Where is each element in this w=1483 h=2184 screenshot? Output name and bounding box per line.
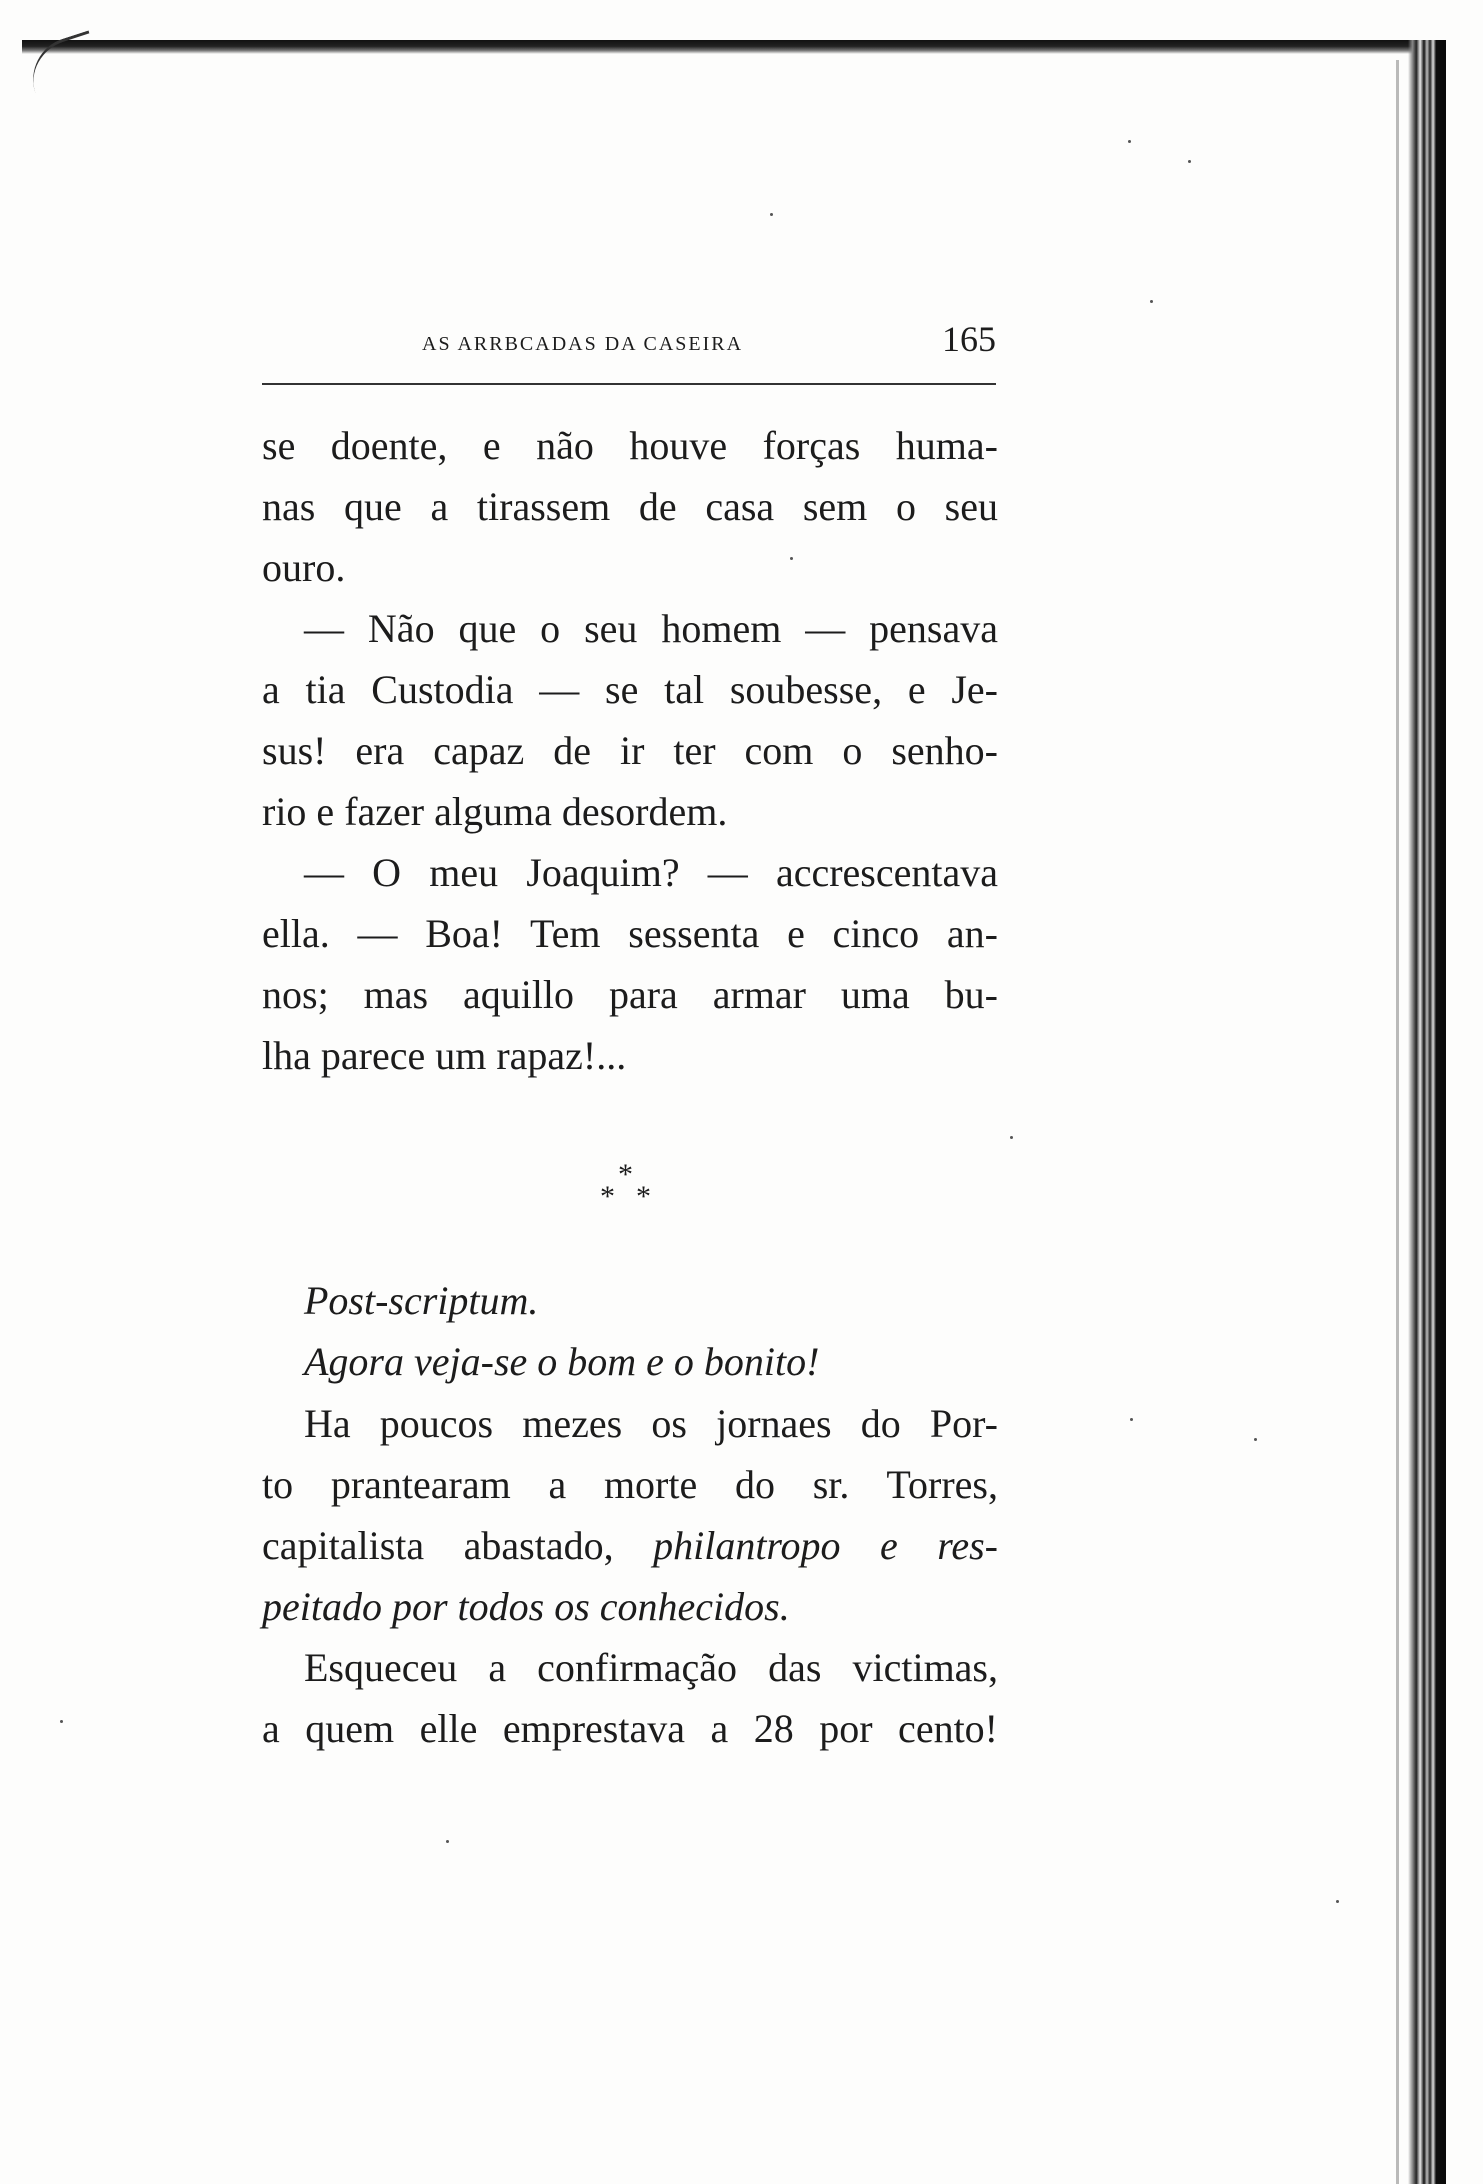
text-line: nos; mas aquillo para armar uma bu-	[262, 972, 998, 1017]
scan-speck	[1254, 1438, 1257, 1441]
running-title: AS ARRBCADAS DA CASEIRA	[422, 333, 744, 355]
postscript	[262, 1270, 998, 1392]
paragraph-5	[262, 1637, 998, 1759]
asterisk: *	[636, 1180, 651, 1213]
text-line: nas que a tirassem de casa sem o seu	[262, 484, 998, 529]
text-line: — Não que o seu homem — pensava	[304, 606, 998, 651]
header-rule	[262, 383, 996, 385]
text-line: — O meu Joaquim? — accrescentava	[304, 850, 998, 895]
text-line: ouro.	[262, 545, 346, 590]
postscript-heading: Post-scriptum.	[304, 1278, 539, 1323]
text-line: Ha poucos mezes os jornaes do Por-	[304, 1401, 998, 1446]
paragraph-3	[262, 842, 998, 1086]
paragraph-4	[262, 1393, 998, 1637]
text-line: sus! era capaz de ir ter com o senho-	[262, 728, 998, 773]
page-top-edge	[22, 40, 1442, 54]
paragraph-2	[262, 598, 998, 842]
scan-speck	[446, 1840, 449, 1843]
scan-speck	[1128, 140, 1131, 143]
scan-speck	[1130, 1418, 1133, 1421]
text-line: lha parece um rapaz!...	[262, 1033, 627, 1078]
text-line: a tia Custodia — se tal soubesse, e Je-	[262, 667, 998, 712]
text-line: se doente, e não houve forças huma-	[262, 423, 998, 468]
text-line: rio e fazer alguma desordem.	[262, 789, 728, 834]
paragraph-1	[262, 415, 998, 598]
text-line: peitado por todos os conhecidos.	[262, 1584, 790, 1629]
text-line: Esqueceu a confirmação das victimas,	[304, 1645, 998, 1690]
text-roman: capitalista abastado,	[262, 1523, 654, 1568]
page-number: 165	[942, 319, 996, 359]
scan-speck	[1336, 1900, 1339, 1903]
text-line: a quem elle emprestava a 28 por cento!	[262, 1706, 998, 1751]
text-line-mixed	[262, 1515, 998, 1576]
page-shadow-line	[1396, 60, 1399, 2184]
asterism-divider	[592, 1160, 672, 1220]
book-spine-edge	[1408, 40, 1446, 2184]
scan-speck	[1150, 300, 1153, 303]
scan-speck	[1188, 160, 1191, 163]
text-line: Agora veja-se o bom e o bonito!	[304, 1339, 820, 1384]
asterisk: *	[618, 1158, 633, 1191]
scan-speck	[790, 557, 793, 560]
scan-speck	[60, 1720, 63, 1723]
scan-speck	[1010, 1136, 1013, 1139]
asterisk: *	[600, 1180, 615, 1213]
scan-speck	[770, 213, 773, 216]
text-line: ella. — Boa! Tem sessenta e cinco an-	[262, 911, 998, 956]
text-italic: philantropo e res-	[653, 1523, 998, 1568]
text-line: to prantearam a morte do sr. Torres,	[262, 1462, 998, 1507]
